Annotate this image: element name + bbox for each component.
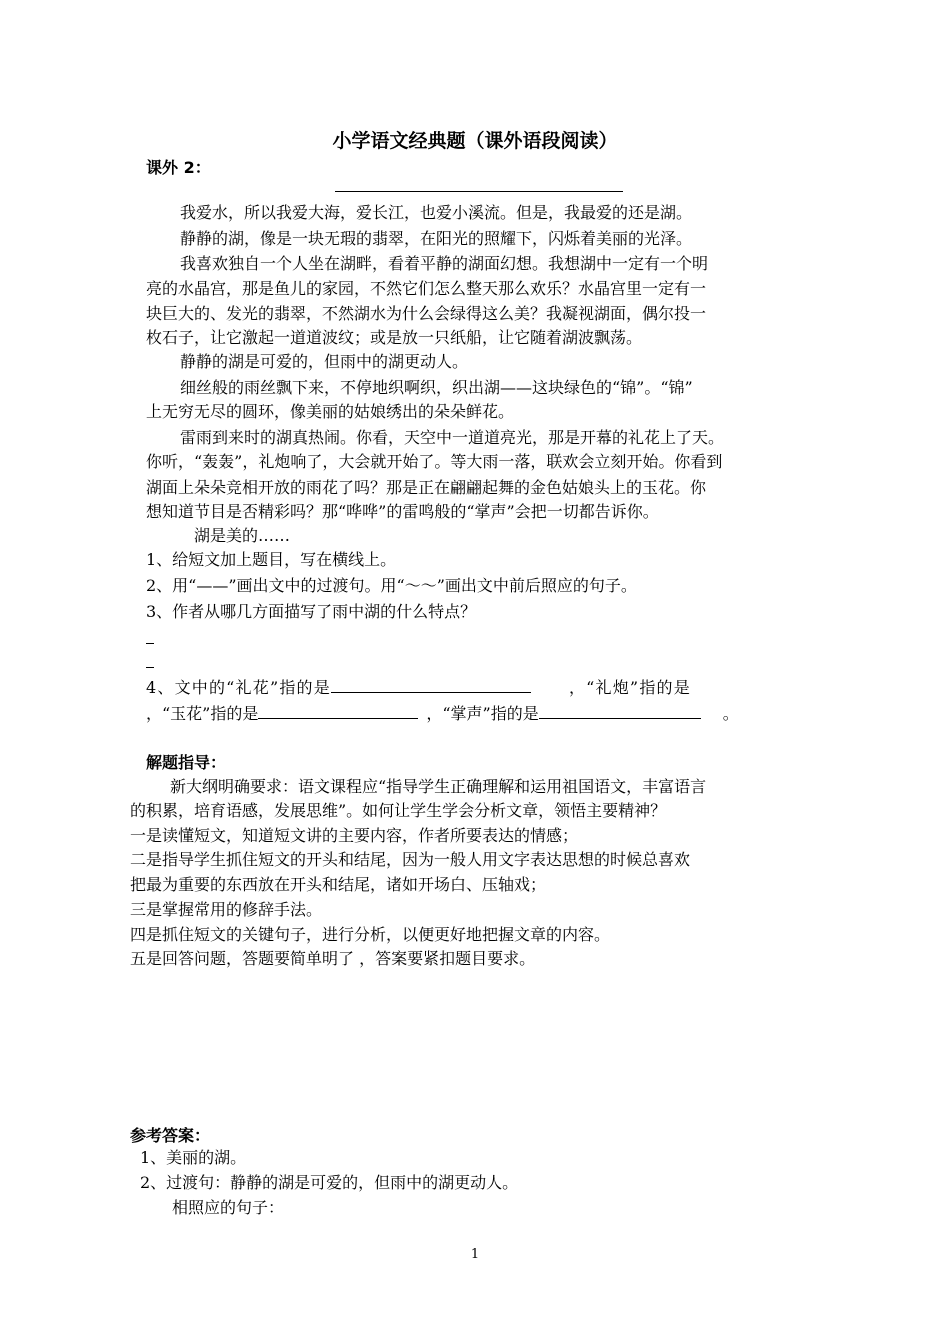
- answers-label: 参考答案：: [130, 1126, 211, 1145]
- guide-line: 二是指导学生抓住短文的开头和结尾，因为一般人用文字表达思想的时候总喜欢: [130, 850, 691, 869]
- section-label: 课外 2：: [146, 158, 211, 177]
- guide-line: 一是读懂短文，知道短文讲的主要内容，作者所要表达的情感；: [130, 826, 579, 845]
- question-3: 3、作者从哪几方面描写了雨中湖的什么特点？: [146, 602, 477, 621]
- passage-line: 我喜欢独自一个人坐在湖畔，看着平静的湖面幻想。我想湖中一定有一个明: [180, 254, 709, 273]
- question-4-text-b: ，“礼炮”指的是: [568, 678, 691, 697]
- title-answer-line: [335, 191, 623, 192]
- guide-line: 五是回答问题，答题要简单明了 ，答案要紧扣题目要求。: [130, 949, 536, 968]
- answer-3: 相照应的句子：: [172, 1198, 285, 1217]
- question-4-text-c: ，“玉花”指的是: [146, 704, 259, 723]
- guide-line: 四是抓住短文的关键句子，进行分析，以便更好地把握文章的内容。: [130, 925, 611, 944]
- guide-line: 三是掌握常用的修辞手法。: [130, 900, 323, 919]
- passage-line: 湖面上朵朵竞相开放的雨花了吗？那是正在翩翩起舞的金色姑娘头上的玉花。你: [146, 478, 707, 497]
- page-number: 1: [470, 1247, 480, 1262]
- guide-label: 解题指导：: [146, 753, 227, 772]
- question-4-text-e: 。: [722, 704, 739, 723]
- passage-line: 块巨大的、发光的翡翠，不然湖水为什么会绿得这么美？我凝视湖面，偶尔投一: [146, 304, 707, 323]
- question-1: 1、给短文加上题目，写在横线上。: [146, 550, 397, 569]
- passage-line: 细丝般的雨丝飘下来，不停地织啊织，织出湖——这块绿色的“锦”。“锦”: [180, 378, 693, 397]
- question-4-text-a: 4、文中的“礼花”指的是: [146, 678, 331, 697]
- answer-line-short: [146, 643, 154, 644]
- question-4-line-2: [146, 701, 739, 727]
- question-2: 2、用“——”画出文中的过渡句。用“～～”画出文中前后照应的句子。: [146, 576, 637, 595]
- answer-blank-yuhua[interactable]: [258, 702, 418, 719]
- question-4-text-d: ，“掌声”指的是: [426, 704, 539, 723]
- guide-line: 把最为重要的东西放在开头和结尾，诸如开场白、压轴戏；: [130, 875, 547, 894]
- answer-1: 1、美丽的湖。: [140, 1148, 247, 1167]
- passage-line: 静静的湖是可爱的，但雨中的湖更动人。: [180, 352, 469, 371]
- guide-line: 新大纲明确要求：语文课程应“指导学生正确理解和运用祖国语文，丰富语言: [170, 777, 707, 796]
- question-4-line-1: [146, 675, 691, 701]
- passage-line: 你听，“轰轰”，礼炮响了，大会就开始了。等大雨一落，联欢会立刻开始。你看到: [146, 452, 723, 471]
- answer-line-short: [146, 667, 154, 668]
- passage-line: 我爱水，所以我爱大海，爱长江，也爱小溪流。但是，我最爱的还是湖。: [180, 203, 693, 222]
- answer-2: 2、过渡句：静静的湖是可爱的，但雨中的湖更动人。: [140, 1173, 519, 1192]
- answer-blank-lihua[interactable]: [331, 676, 531, 693]
- answer-blank-zhangsheng[interactable]: [539, 702, 701, 719]
- guide-line: 的积累，培育语感，发展思维”。如何让学生学会分析文章，领悟主要精神？: [130, 801, 667, 820]
- passage-line: 枚石子，让它激起一道道波纹；或是放一只纸船，让它随着湖波飘荡。: [146, 328, 643, 347]
- passage-line: 静静的湖，像是一块无瑕的翡翠，在阳光的照耀下，闪烁着美丽的光泽。: [180, 229, 693, 248]
- passage-line: 想知道节目是否精彩吗？那“哗哗”的雷鸣般的“掌声”会把一切都告诉你。: [146, 502, 659, 521]
- page-title: 小学语文经典题（课外语段阅读）: [332, 130, 618, 152]
- passage-line: 亮的水晶宫，那是鱼儿的家园，不然它们怎么整天那么欢乐？水晶宫里一定有一: [146, 279, 707, 298]
- passage-line: 湖是美的……: [194, 526, 291, 545]
- passage-line: 雷雨到来时的湖真热闹。你看，天空中一道道亮光，那是开幕的礼花上了天。: [180, 428, 725, 447]
- passage-line: 上无穷无尽的圆环，像美丽的姑娘绣出的朵朵鲜花。: [146, 402, 515, 421]
